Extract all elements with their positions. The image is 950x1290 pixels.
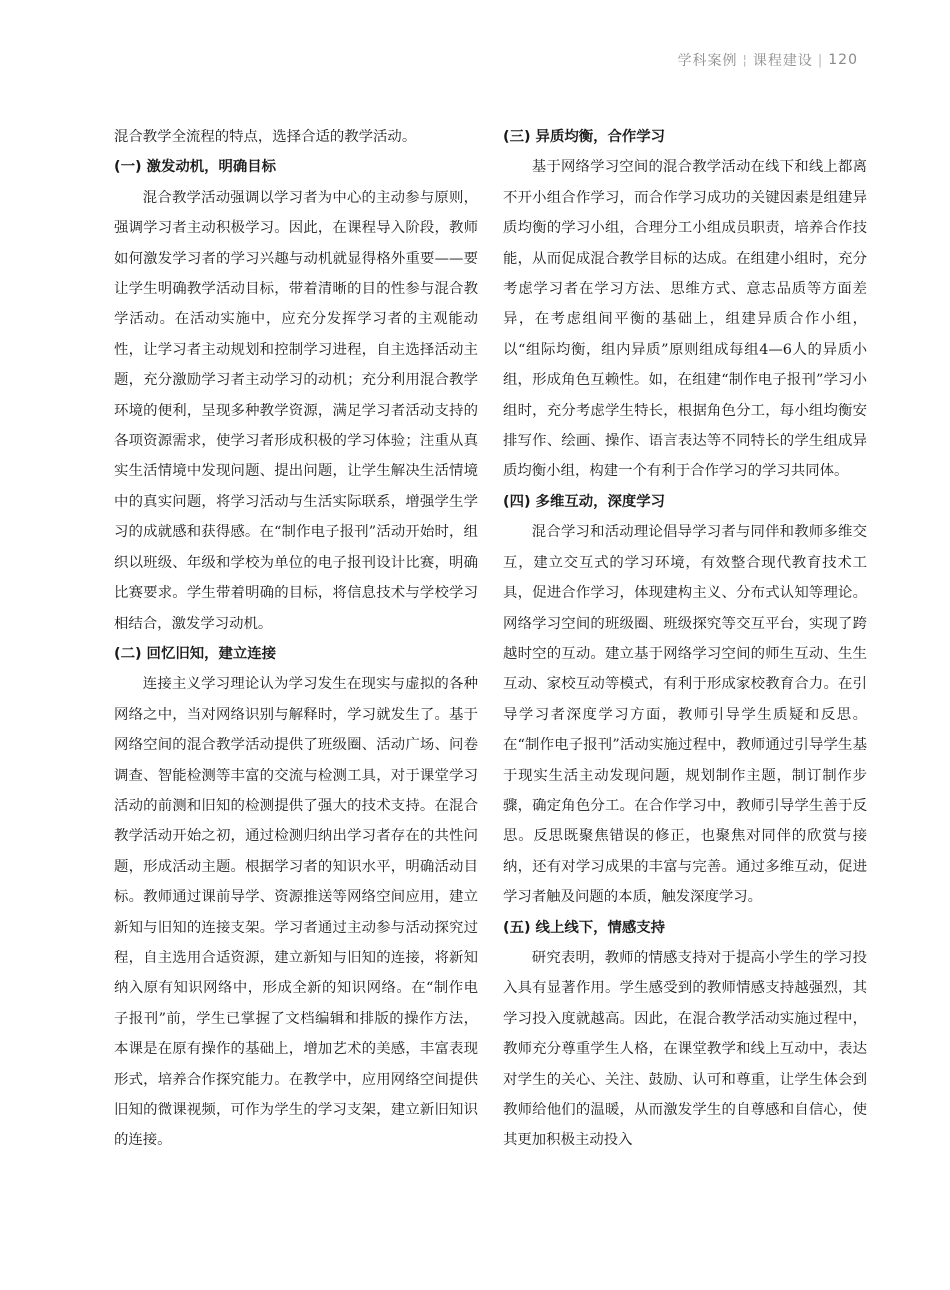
section-heading-3: (三) 异质均衡，合作学习 (503, 129, 666, 145)
section-paragraph-3: 基于网络学习空间的混合教学活动在线下和线上都离不开小组合作学习，而合作学习成功的关键因素是组建异质均衡的学习小组，合理分工小组成员职责，培养合作技能，从而促成混合教学目标的达成。在组建小组时，充分考虑学习者在学习方法、思维方式、意志品质等方面差异，在考虑组间平衡的基础上，组建异质合作小组，以“组际均衡，组内异质”原则组成每组4—6人的异质小组，形成角色互赖性。如，在组建“制作电子报刊”学习小组时，充分考虑学生特长，根据角色分工，每小组均衡安排写作、绘画、操作、语言表达等不同特长的学生组成异质均衡小组，构建一个有利于合作学习的学习共同体。 (503, 159, 867, 480)
right-column (503, 122, 867, 1156)
section-heading-4: (四) 多维互动，深度学习 (503, 493, 666, 510)
section-paragraph-5: 研究表明，教师的情感支持对于提高小学生的学习投入具有显著作用。学生感受到的教师情感支持越强烈，其学习投入度就越高。因此，在混合教学活动实施过程中，教师充分尊重学生人格，在课堂教学和线上互动中，表达对学生的关心、关注、鼓励、认可和尊重，让学生体会到教师给他们的温暖，从而激发学生的自尊感和自信心，使其更加积极主动投入 (503, 949, 867, 1149)
running-header (677, 50, 858, 70)
section-heading-5: (五) 线上线下，情感支持 (503, 919, 666, 936)
left-column (114, 122, 478, 1156)
section-heading-1: (一) 激发动机，明确目标 (114, 159, 277, 176)
page-number: 120 (828, 52, 858, 68)
intro-paragraph: 混合教学全流程的特点，选择合适的教学活动。 (114, 129, 417, 145)
section-paragraph-2: 连接主义学习理论认为学习发生在现实与虚拟的各种网络之中，当对网络识别与解释时，学习就发生了。基于网络空间的混合教学活动提供了班级圈、活动广场、问卷调查、智能检测等丰富的交流与检测工具，对于课堂学习活动的前测和旧知的检测提供了强大的技术支持。在混合教学活动开始之初，通过检测归纳出学习者存在的共性问题，形成活动主题。根据学习者的知识水平，明确活动目标。教师通过课前导学、资源推送等网络空间应用，建立新知与旧知的连接支架。学习者通过主动参与活动探究过程，自主选用合适资源，建立新知与旧知的连接，将新知纳入原有知识网络中，形成全新的知识网络。在“制作电子报刊”前，学生已掌握了文档编辑和排版的操作方法，本课是在原有操作的基础上，增加艺术的美感，丰富表现形式，培养合作探究能力。在教学中，应用网络空间提供旧知的微课视频，可作为学生的学习支架，建立新旧知识的连接。 (114, 676, 478, 1149)
header-separator-2: | (817, 52, 824, 68)
section-paragraph-4: 混合学习和活动理论倡导学习者与同伴和教师多维交互，建立交互式的学习环境，有效整合现代教育技术工具，促进合作学习，体现建构主义、分布式认知等理论。网络学习空间的班级圈、班级探究等交互平台，实现了跨越时空的互动。建立基于网络学习空间的师生互动、生生互动、家校互动等模式，有利于形成家校教育合力。在引导学习者深度学习方面，教师引导学生质疑和反思。在“制作电子报刊”活动实施过程中，教师通过引导学生基于现实生活主动发现问题，规划制作主题，制订制作步骤，确定角色分工。在合作学习中，教师引导学生善于反思。反思既聚焦错误的修正，也聚焦对同伴的欣赏与接纳，还有对学习成果的丰富与完善。通过多维互动，促进学习者触及问题的本质，触发深度学习。 (503, 524, 867, 906)
section-paragraph-1: 混合教学活动强调以学习者为中心的主动参与原则，强调学习者主动积极学习。因此，在课程导入阶段，教师如何激发学习者的学习兴趣与动机就显得格外重要——要让学生明确教学活动目标，带着清晰的目的性参与混合教学活动。在活动实施中，应充分发挥学习者的主观能动性，让学习者主动规划和控制学习进程，自主选择活动主题，充分激励学习者主动学习的动机；充分利用混合教学环境的便利，呈现多种教学资源，满足学习者活动支持的各项资源需求，使学习者形成积极的学习体验；注重从真实生活情境中发现问题、提出问题，让学生解决生活情境中的真实问题，将学习活动与生活实际联系，增强学生学习的成就感和获得感。在“制作电子报刊”活动开始时，组织以班级、年级和学校为单位的电子报刊设计比赛，明确比赛要求。学生带着明确的目标，将信息技术与学校学习相结合，激发学习动机。 (114, 189, 478, 632)
header-section: 学科案例 (677, 53, 738, 69)
header-category: 课程建设 (752, 53, 813, 69)
section-heading-2: (二) 回忆旧知，建立连接 (114, 645, 277, 662)
header-separator: ¦ (742, 52, 748, 68)
